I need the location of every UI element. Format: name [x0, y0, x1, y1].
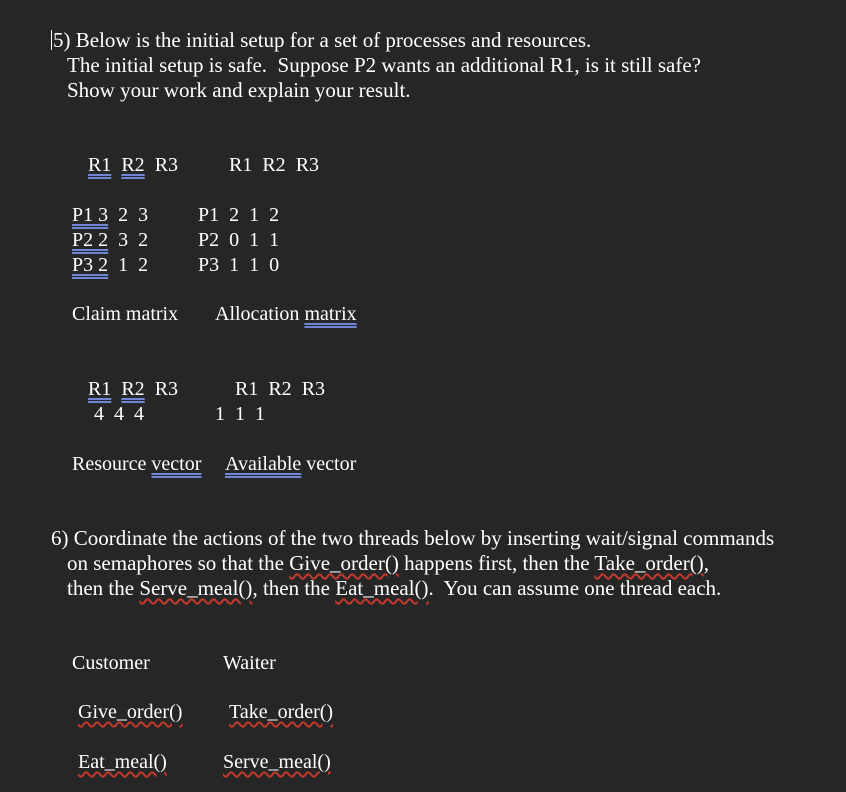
claim-row-p1: P1 3 2 3	[72, 204, 149, 226]
resource-caption: Resource vector	[72, 453, 202, 475]
q6-line-3: then the Serve_meal(), then the Eat_meal(). You can assume one thread each.	[67, 576, 722, 600]
claim-header	[88, 153, 178, 177]
allocation-row-p1: P1 2 1 2	[198, 204, 280, 226]
claim-header-r2: R2	[121, 154, 145, 176]
claim-row-p2: P2 2 3 2	[72, 229, 149, 251]
resource-values: 4 4 4	[94, 403, 144, 425]
claim-header-r3: R3	[154, 154, 179, 176]
customer-action-eat-meal: Eat_meal()	[78, 751, 167, 773]
allocation-caption: Allocation matrix	[215, 303, 357, 325]
allocation-row-p3: P3 1 1 0	[198, 254, 280, 276]
waiter-action-take-order: Take_order()	[229, 701, 334, 723]
text-cursor	[51, 30, 52, 50]
waiter-title: Waiter	[223, 652, 276, 674]
allocation-row-p2: P2 0 1 1	[198, 229, 280, 251]
available-values: 1 1 1	[215, 403, 265, 425]
q5-line-2: The initial setup is safe. Suppose P2 wants an additional R1, is it still safe?	[67, 53, 701, 77]
available-caption: Available vector	[225, 453, 357, 475]
q5-line-3: Show your work and explain your result.	[67, 78, 411, 102]
available-header: R1 R2 R3	[235, 378, 326, 400]
resource-header: R1 R2 R3	[88, 378, 179, 400]
allocation-header: R1 R2 R3	[229, 154, 320, 176]
customer-action-give-order: Give_order()	[78, 701, 183, 723]
q5-line-1: 5) Below is the initial setup for a set of processes and resources.	[53, 28, 592, 52]
claim-caption: Claim matrix	[72, 303, 179, 325]
claim-header-r1: R1	[88, 154, 112, 176]
claim-row-p3: P3 2 1 2	[72, 254, 149, 276]
q6-line-2: on semaphores so that the Give_order() happens first, then the Take_order(),	[67, 551, 709, 575]
customer-title: Customer	[72, 652, 150, 674]
q6-line-1: 6) Coordinate the actions of the two threads below by inserting wait/signal commands	[51, 526, 775, 550]
waiter-action-serve-meal: Serve_meal()	[223, 751, 331, 773]
